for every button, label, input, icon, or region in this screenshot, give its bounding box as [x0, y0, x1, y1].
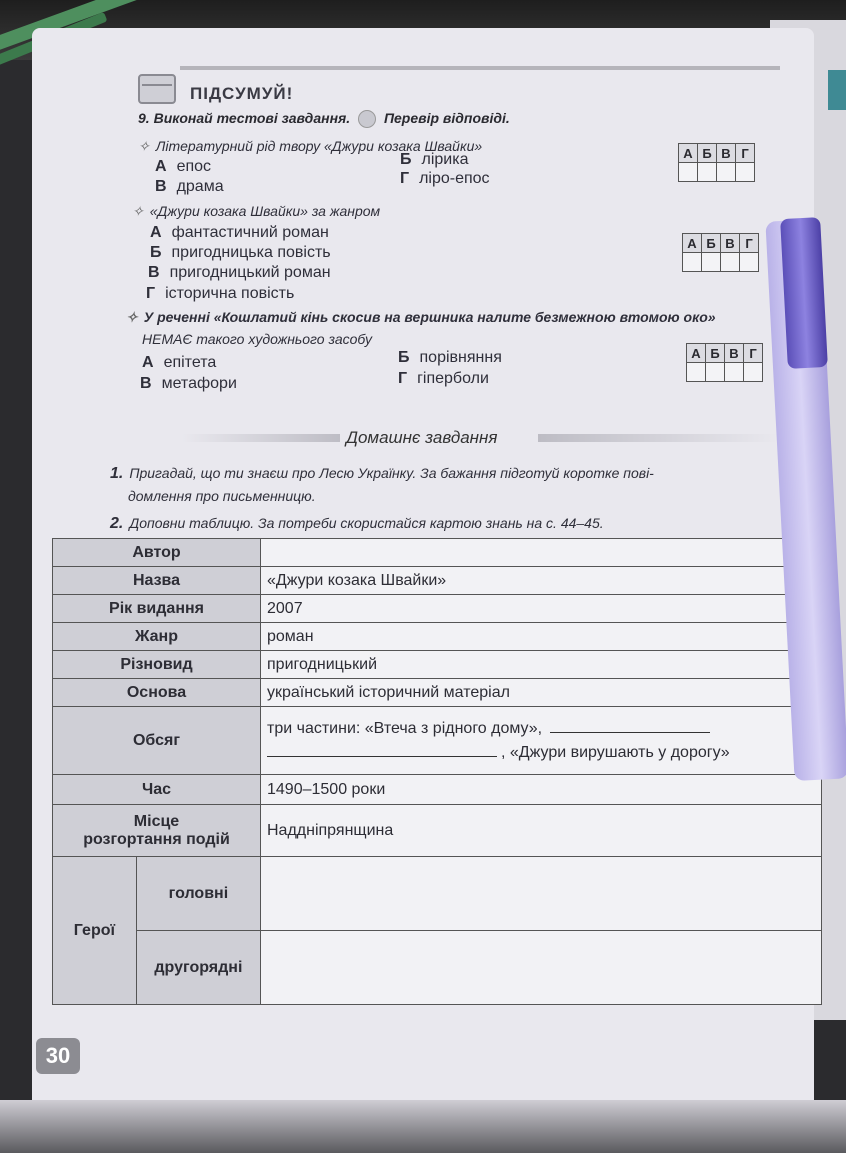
- volume-text: , «Джури вирушають у дорогу»: [501, 743, 730, 761]
- blank-line[interactable]: [267, 756, 497, 757]
- option-c[interactable]: [140, 375, 237, 393]
- grid-header: Г: [736, 144, 755, 163]
- grid-header: Б: [706, 344, 725, 363]
- option-letter: Б: [400, 151, 412, 168]
- answer-cell[interactable]: [725, 363, 744, 382]
- option-text: гіперболи: [417, 370, 489, 387]
- option-a[interactable]: [150, 224, 329, 242]
- task9-heading: [138, 110, 510, 128]
- question-text: «Джури козака Швайки» за жанром: [149, 203, 381, 219]
- option-d[interactable]: [400, 170, 490, 188]
- answer-grid-2: [682, 233, 759, 272]
- item-text: Пригадай, що ти знаєш про Лесю Українку. За бажання підготуй коротке пові-: [129, 465, 654, 481]
- secondary-heroes-value[interactable]: [261, 931, 822, 1005]
- option-letter: В: [140, 375, 152, 392]
- option-letter: А: [150, 224, 162, 241]
- grid-header: Б: [702, 234, 721, 253]
- option-b[interactable]: [400, 151, 468, 169]
- place-label-line: розгортання подій: [83, 830, 230, 848]
- author-label: Автор: [53, 539, 261, 567]
- answer-cell[interactable]: [740, 253, 759, 272]
- grid-header: А: [683, 234, 702, 253]
- task-text: Виконай тестові завдання.: [153, 110, 351, 126]
- blank-line[interactable]: [550, 732, 710, 733]
- option-text: пригодницька повість: [171, 244, 331, 261]
- item-text: Доповни таблицю. За потреби скористайся картою знань на с. 44–45.: [129, 515, 604, 531]
- answer-cell[interactable]: [683, 253, 702, 272]
- answer-cell[interactable]: [702, 253, 721, 272]
- option-d[interactable]: [398, 370, 489, 388]
- place-label: [53, 805, 261, 857]
- disk-icon: [358, 110, 376, 128]
- answer-grid-3: [686, 343, 763, 382]
- answer-cell[interactable]: [679, 163, 698, 182]
- item-number: 2.: [110, 515, 124, 532]
- option-b[interactable]: [398, 349, 502, 367]
- grid-header: Б: [698, 144, 717, 163]
- section-title: ПІДСУМУЙ!: [190, 84, 294, 103]
- answer-cell[interactable]: [721, 253, 740, 272]
- main-heroes-label: головні: [136, 857, 260, 931]
- secondary-heroes-label: другорядні: [136, 931, 260, 1005]
- option-a[interactable]: [155, 158, 211, 176]
- answer-cell[interactable]: [736, 163, 755, 182]
- option-letter: Б: [398, 349, 410, 366]
- option-text: драма: [176, 178, 224, 195]
- year-label: Рік видання: [53, 595, 261, 623]
- option-text: порівняння: [419, 349, 502, 366]
- grid-header: А: [687, 344, 706, 363]
- option-c[interactable]: [148, 264, 331, 282]
- grid-header: В: [721, 234, 740, 253]
- option-letter: Г: [146, 285, 156, 302]
- grid-header: В: [717, 144, 736, 163]
- diamond-icon: ✧: [138, 138, 150, 154]
- option-text: метафори: [161, 375, 237, 392]
- task-number: 9.: [138, 110, 150, 126]
- chest-icon: [138, 74, 176, 104]
- option-letter: В: [155, 178, 167, 195]
- option-text: лірика: [421, 151, 469, 168]
- item-number: 1.: [110, 465, 124, 482]
- item-text: домлення про письменницю.: [128, 488, 316, 504]
- page-number: 30: [36, 1038, 80, 1074]
- answer-cell[interactable]: [687, 363, 706, 382]
- option-letter: В: [148, 264, 160, 281]
- adjacent-page-tab: [828, 70, 846, 110]
- question-3-line2: НЕМАЄ такого художнього засобу: [142, 331, 372, 347]
- homework-bar-left: [182, 434, 342, 442]
- option-text: епос: [176, 158, 212, 175]
- header-rule: [180, 66, 780, 70]
- option-a[interactable]: [142, 354, 216, 372]
- variety-value: пригодницький: [261, 651, 822, 679]
- option-letter: Г: [400, 170, 410, 187]
- year-value: 2007: [261, 595, 822, 623]
- answer-cell[interactable]: [698, 163, 717, 182]
- volume-label: Обсяг: [53, 707, 261, 775]
- author-value[interactable]: [261, 539, 822, 567]
- grid-header: Г: [744, 344, 763, 363]
- answer-cell[interactable]: [744, 363, 763, 382]
- check-text: Перевір відповіді.: [383, 110, 510, 126]
- heroes-label: Герої: [53, 857, 137, 1005]
- basis-value: український історичний матеріал: [261, 679, 822, 707]
- volume-text: три частини: «Втеча з рідного дому»,: [267, 719, 543, 737]
- homework-item-2: [110, 512, 604, 535]
- homework-item-1: [110, 462, 790, 507]
- answer-cell[interactable]: [706, 363, 725, 382]
- answer-grid-1: [678, 143, 755, 182]
- marker-cap: [780, 217, 828, 369]
- option-text: ліро-епос: [419, 170, 490, 187]
- place-value: Наддніпрянщина: [261, 805, 822, 857]
- option-d[interactable]: [146, 285, 294, 303]
- grid-header: В: [725, 344, 744, 363]
- option-b[interactable]: [150, 244, 331, 262]
- volume-value[interactable]: [261, 707, 822, 775]
- place-label-line: Місце: [133, 812, 180, 830]
- answer-cell[interactable]: [717, 163, 736, 182]
- genre-value: роман: [261, 623, 822, 651]
- option-c[interactable]: [155, 178, 224, 196]
- option-text: епітета: [163, 354, 217, 371]
- homework-title: Домашнє завдання: [340, 428, 503, 448]
- homework-bar-right: [538, 434, 778, 442]
- option-letter: А: [142, 354, 154, 371]
- question-text: Літературний рід твору «Джури козака Швайки»: [155, 138, 483, 154]
- question-text: У реченні «Кошлатий кінь скосив на вершника налите безмежною втомою око»: [143, 309, 716, 325]
- basis-label: Основа: [53, 679, 261, 707]
- option-letter: Б: [150, 244, 162, 261]
- novel-info-table: [52, 538, 822, 1005]
- time-value: 1490–1500 роки: [261, 775, 822, 805]
- diamond-icon: ✧: [132, 203, 144, 219]
- title-value: «Джури козака Швайки»: [261, 567, 822, 595]
- genre-label: Жанр: [53, 623, 261, 651]
- grid-header: А: [679, 144, 698, 163]
- option-letter: Г: [398, 370, 408, 387]
- time-label: Час: [53, 775, 261, 805]
- option-text: фантастичний роман: [171, 224, 329, 241]
- grid-header: Г: [740, 234, 759, 253]
- variety-label: Різновид: [53, 651, 261, 679]
- question-3: [126, 309, 716, 326]
- option-text: історична повість: [165, 285, 295, 302]
- question-2: [132, 203, 380, 220]
- title-label: Назва: [53, 567, 261, 595]
- main-heroes-value[interactable]: [261, 857, 822, 931]
- diamond-icon: ✧: [126, 309, 138, 325]
- option-letter: А: [155, 158, 167, 175]
- page-bottom-shadow: [0, 1100, 846, 1153]
- option-text: пригодницький роман: [169, 264, 331, 281]
